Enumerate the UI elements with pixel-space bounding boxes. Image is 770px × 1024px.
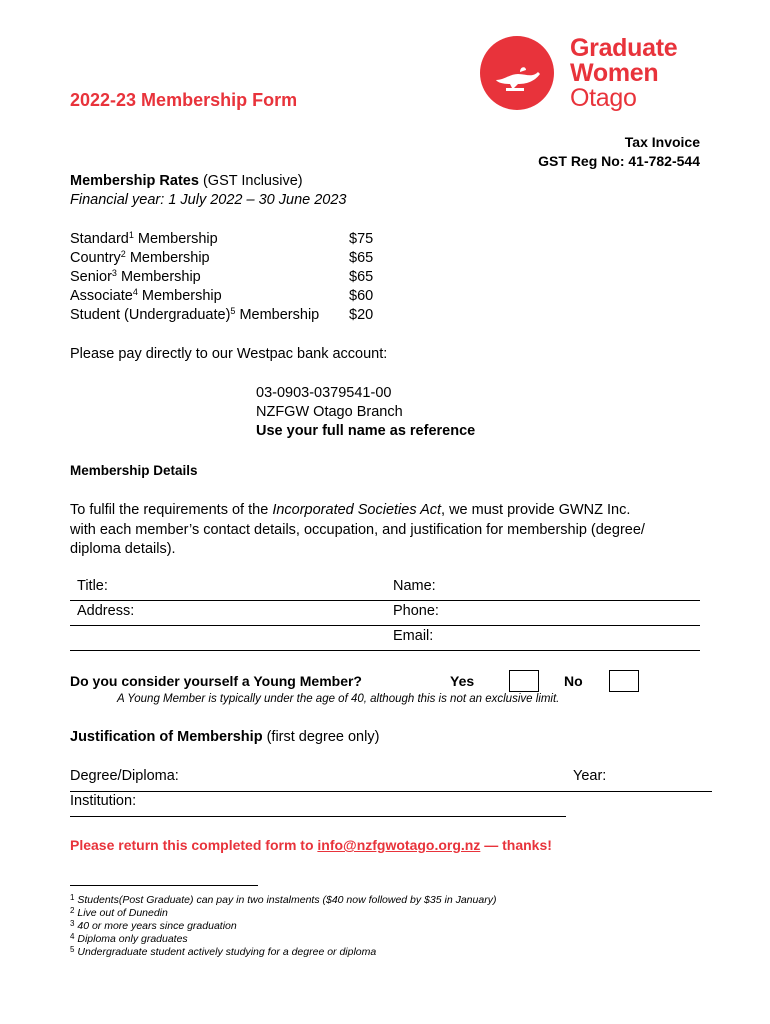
address-field-label: Address: [77,603,135,619]
yes-checkbox[interactable] [509,670,539,692]
rate-price: $75 [349,231,374,247]
return-instruction: Please return this completed form to info@nzfgwotago.org.nz — thanks! [70,837,552,853]
degree-field[interactable] [70,766,565,791]
page-title: 2022-23 Membership Form [70,90,298,110]
bank-account-name: NZFGW Otago Branch [256,404,403,420]
no-checkbox[interactable] [609,670,639,692]
payment-reference: Use your full name as reference [256,423,476,439]
rates-heading: Membership Rates (GST Inclusive) [70,173,303,189]
rate-price: $65 [349,250,374,266]
return-email-link[interactable]: info@nzfgwotago.org.nz [317,837,481,853]
email-field[interactable] [390,626,700,650]
rate-row-country: Country$^2$ Membership $65 [70,249,374,266]
rate-row-student: Student (Undergraduate)$^5$ Membership $20 [70,306,374,323]
rate-price: $60 [349,288,374,304]
gst-reg-number: GST Reg No: 41-782-544 [538,153,700,169]
details-heading: Membership Details [70,463,198,478]
yes-label: Yes [450,673,475,689]
rate-price: $20 [349,307,374,323]
payment-intro: Please pay directly to our Westpac bank account: [70,346,388,362]
title-field-label: Title: [77,578,108,594]
young-member-question: Do you consider yourself a Young Member? [70,673,362,689]
footnote-divider [70,885,258,886]
logo-line-1: Graduate [570,34,678,62]
address-field[interactable] [70,601,385,649]
lamp-icon [480,36,554,110]
name-field[interactable] [390,576,700,600]
institution-field-label: Institution: [70,793,137,809]
young-member-note: A Young Member is typically under the age of 40, although this is not an exclusive limit. [117,693,560,705]
rate-price: $65 [349,269,374,285]
rate-row-associate: Associate$^4$ Membership $60 [70,287,374,304]
field-divider [70,650,700,651]
phone-field-label: Phone: [393,603,439,619]
institution-field[interactable] [70,792,566,816]
justification-heading: Justification of Membership (first degree only) [70,729,380,745]
rate-row-senior: Senior$^3$ Membership $65 [70,268,374,285]
logo-line-3: Otago [570,84,637,112]
bank-account-number: 03-0903-0379541-00 [256,385,392,401]
logo [480,36,705,112]
footnote-1: $^1$ Students(Post Graduate) can pay in two instalments ($40 now followed by $35 in January) [70,893,497,906]
rate-row-standard: Standard$^1$ Membership $75 [70,230,374,247]
name-field-label: Name: [393,578,436,594]
year-field[interactable] [570,766,712,791]
financial-year: Financial year: 1 July 2022 – 30 June 2023 [70,192,347,208]
footnote-4: $^4$ Diploma only graduates [70,932,188,945]
tax-invoice-label: Tax Invoice [624,134,700,150]
no-label: No [564,673,583,689]
degree-field-label: Degree/Diploma: [70,768,179,784]
footnote-5: $^5$ Undergraduate student actively studying for a degree or diploma [70,945,377,958]
year-field-label: Year: [573,768,607,784]
footnote-2: $^2$ Live out of Dunedin [70,906,168,919]
field-divider [70,816,566,817]
details-paragraph: To fulfil the requirements of the Incorporated Societies Act, we must provide GWNZ Inc. with each member’s contact details, occupation, and justification for membership (degree/ diploma details). [70,502,645,557]
email-field-label: Email: [393,628,434,644]
phone-field[interactable] [390,601,700,625]
footnote-3: $^3$ 40 or more years since graduation [70,919,237,932]
logo-line-2: Women [570,59,659,87]
